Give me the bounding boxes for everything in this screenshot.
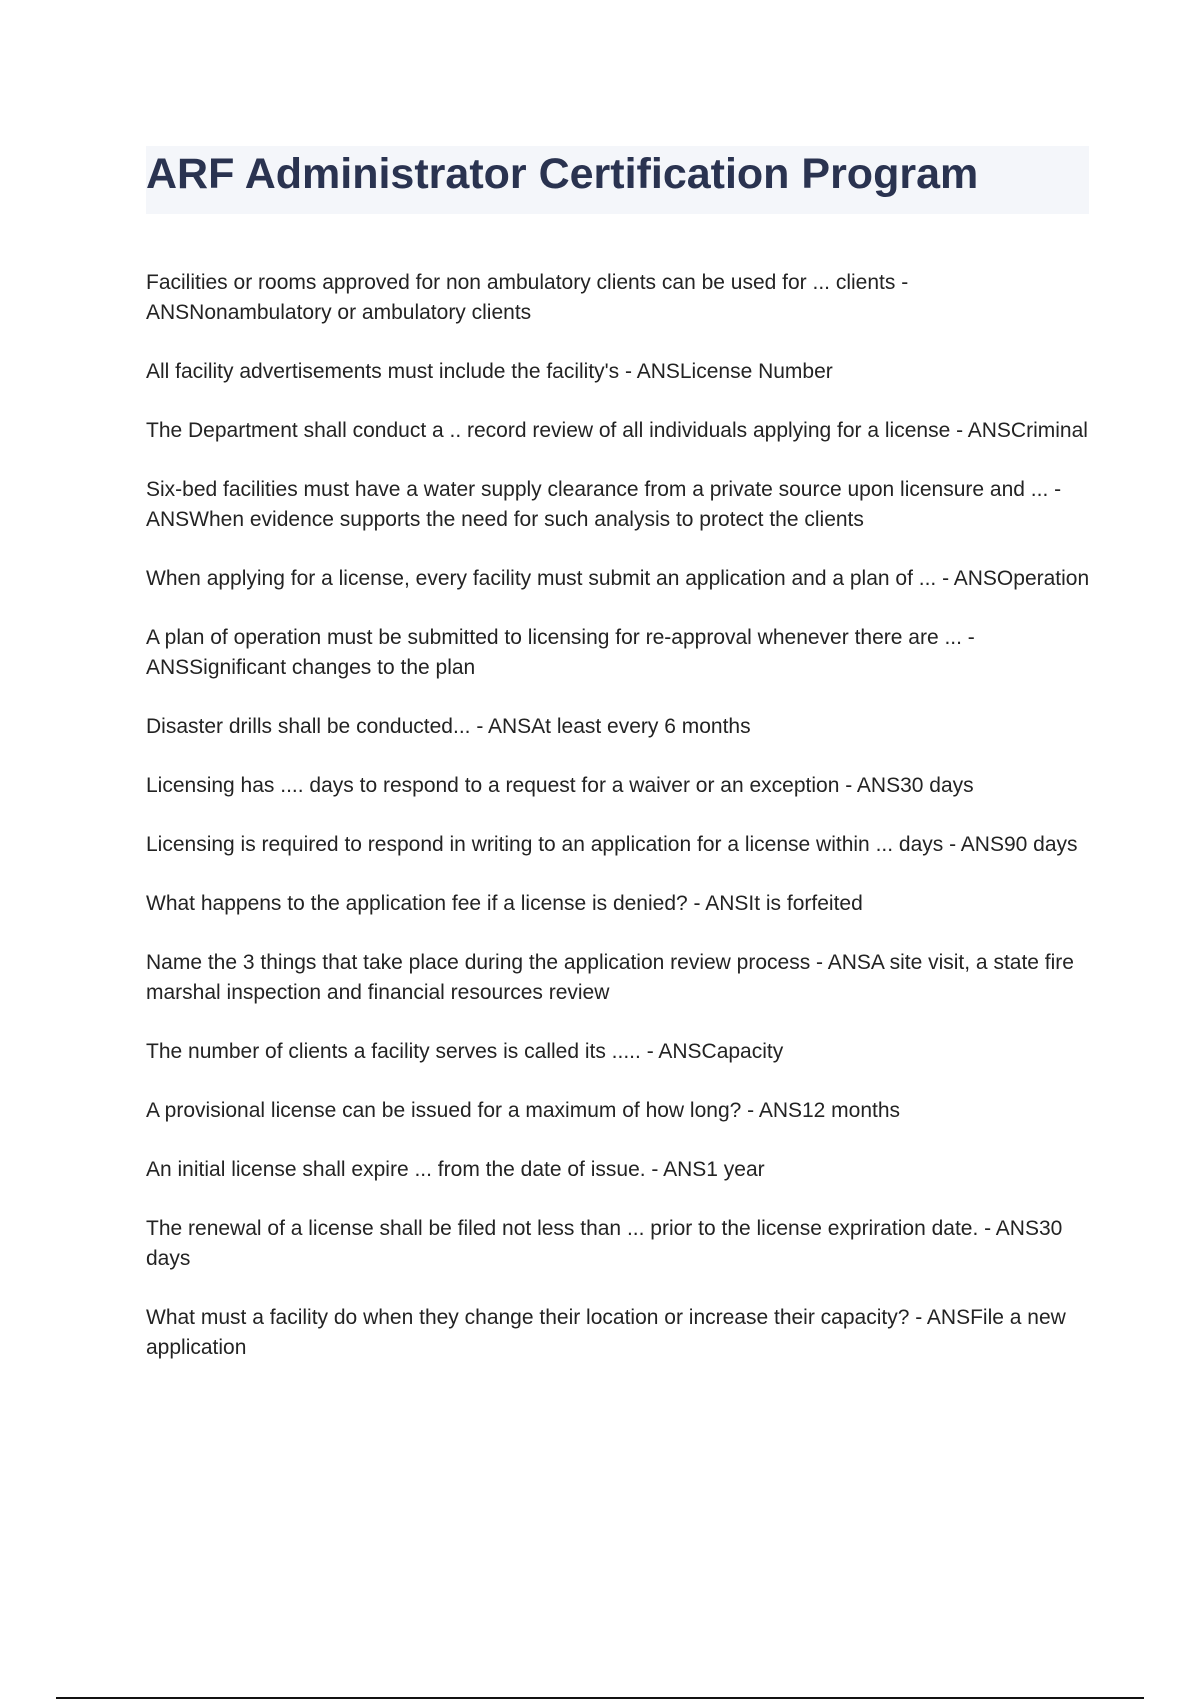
qa-item-10: What happens to the application fee if a license is denied? - ANSIt is forfeited xyxy=(146,892,863,915)
qa-item-6: A plan of operation must be submitted to licensing for re-approval whenever there are ... - ANSSignificant changes to the plan xyxy=(146,626,975,679)
qa-item-7: Disaster drills shall be conducted... - ANSAt least every 6 months xyxy=(146,715,751,738)
qa-item-5: When applying for a license, every facility must submit an application and a plan of ... - ANSOperation xyxy=(146,567,1090,590)
qa-item-9: Licensing is required to respond in writing to an application for a license within ... days - ANS90 days xyxy=(146,833,1078,856)
page-title: ARF Administrator Certification Program xyxy=(146,150,979,198)
qa-item-16: What must a facility do when they change their location or increase their capacity? - ANSFile a new application xyxy=(146,1306,1066,1359)
question-answer-list xyxy=(146,268,1091,1392)
qa-item-8: Licensing has .... days to respond to a request for a waiver or an exception - ANS30 days xyxy=(146,774,974,797)
footer-divider xyxy=(56,1697,1144,1699)
qa-item-1: Facilities or rooms approved for non ambulatory clients can be used for ... clients - ANSNonambulatory or ambulatory clients xyxy=(146,271,909,324)
qa-item-13: A provisional license can be issued for a maximum of how long? - ANS12 months xyxy=(146,1099,901,1122)
qa-item-4: Six-bed facilities must have a water supply clearance from a private source upon licensure and ... - ANSWhen evidence supports the need for such analysis to protect the clients xyxy=(146,478,1062,531)
qa-item-14: An initial license shall expire ... from the date of issue. - ANS1 year xyxy=(146,1158,765,1181)
qa-item-3: The Department shall conduct a .. record review of all individuals applying for a license - ANSCriminal xyxy=(146,419,1088,442)
qa-item-11: Name the 3 things that take place during the application review process - ANSA site visit, a state fire marshal inspection and financial resources review xyxy=(146,951,1074,1004)
qa-item-12: The number of clients a facility serves is called its ..... - ANSCapacity xyxy=(146,1040,784,1063)
qa-item-2: All facility advertisements must include the facility's - ANSLicense Number xyxy=(146,360,833,383)
qa-item-15: The renewal of a license shall be filed not less than ... prior to the license expriration date. - ANS30 days xyxy=(146,1217,1063,1270)
